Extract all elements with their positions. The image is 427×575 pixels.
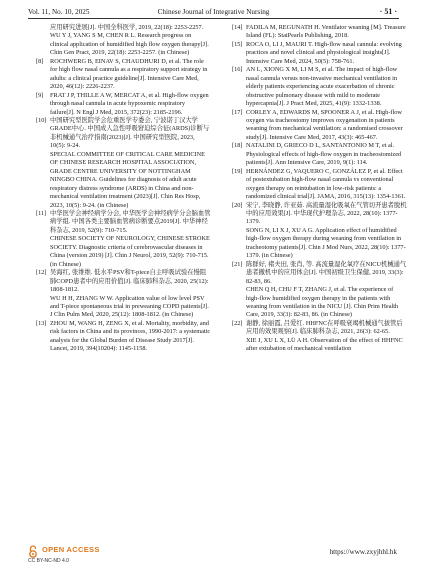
open-access-lock-icon: [28, 545, 38, 558]
reference-entry: [232, 24, 407, 41]
reference-number: [18]: [232, 142, 243, 150]
page-header: [0, 0, 427, 22]
references-right-column: [232, 24, 407, 354]
reference-entry: [232, 109, 407, 143]
reference-entry: [36, 151, 211, 210]
reference-number: [17]: [232, 108, 243, 116]
reference-text: WU Y J, YANG S M, CHEN R L. Research progress on clinical application of humidified high flow oxygen therapy[J]. Chin Gen Pract, 2019, 22(18): 2253-2257. (in Chinese): [50, 32, 209, 57]
reference-entry: [232, 261, 407, 286]
reference-entry: [232, 142, 407, 167]
reference-text: AN L, XIONG X M, LI M S, et al. The impact of high-flow nasal cannula versus non-invasive mechanical ventilation in elderly patients experiencing acute exacerbation of chronic obstructive pulmonary disease with mild to moderate hypercapnia[J]. J Pract Med, 2025, 41(9): 1332-1338.: [246, 66, 398, 108]
reference-text: 宋宁, 李晓静, 许亚茹. 高流量湿化吸氧在气管切开患者脱机中的应用效果[J]. 中华现代护理杂志, 2022, 28(10): 1377-1379.: [246, 201, 407, 226]
reference-text: 陈群好, 褚夫田, 张肖, 等. 高流量湿化氧疗在NICU机械通气患者撤机中的应用体会[J]. 中国初级卫生保健, 2019, 33(3): 82-83, 86.: [246, 260, 407, 285]
reference-text: CORLEY A, EDWARDS M, SPOONER A J, et al. High-flow oxygen via tracheostomy improves oxygenation in patients weaning from mechanical ventilation: a randomised crossover study[J]. Intensive Care Med, 2017, 43(3): 465-467.: [246, 108, 403, 141]
reference-number: [21]: [232, 260, 243, 268]
reference-entry: [36, 24, 211, 32]
reference-text: 谢静, 徐丽霞, 吕爱红. HHFNC在呼吸衰竭机械通气拔管后应用的效果观察[J]. 临床肺科杂志, 2021, 26(3): 62-65.: [246, 319, 403, 336]
reference-text: XIE J, XU L X, LÜ A H. Observation of the effect of HHFNC after extubation of mechanical ventilation: [246, 336, 403, 353]
reference-text: CHEN Q H, CHU F T, ZHANG J, et al. The experience of high-flow humidified oxygen therapy in the patients with weaning from ventilation in the NICU [J]. Chin Prim Health Care, 2019, 33(3): 82-83, 86. (in Chinese): [246, 286, 399, 319]
reference-number: [12]: [36, 269, 47, 277]
reference-text: SPECIAL COMMITTEE OF CRITICAL CARE MEDICINE OF CHINESE RESEARCH HOSPITAL ASSOCIATION, GRADE CENTRE UNIVERSITY OF NOTTINGHAM NINGBO CHINA. Guidelines for diagnosis of adult acute respiratory distress syndrome (ARDS) in China and non-mechanical ventilation treatment (2023)[J]. Chin Res Hosp, 2023, 10(5): 9-24. (in Chinese): [50, 150, 206, 209]
journal-title: Chinese Journal of Integrative Nursing: [157, 8, 270, 16]
header-rule: [28, 18, 399, 19]
reference-number: [14]: [232, 24, 243, 31]
reference-entry: [232, 320, 407, 337]
reference-number: [11]: [36, 209, 47, 217]
references-left-column: [36, 24, 211, 354]
reference-entry: [36, 117, 211, 151]
reference-number: [10]: [36, 116, 47, 124]
reference-number: [16]: [232, 66, 243, 74]
reference-number: [13]: [36, 319, 47, 327]
reference-entry: [36, 58, 211, 92]
reference-number: [20]: [232, 201, 243, 209]
reference-entry: [36, 269, 211, 294]
reference-entry: [232, 286, 407, 320]
reference-entry: [36, 295, 211, 320]
reference-entry: [232, 337, 407, 354]
reference-entry: [232, 227, 407, 261]
open-access-label: OPEN ACCESS: [42, 545, 100, 554]
license-label: CC BY-NC-ND 4.0: [28, 558, 69, 564]
reference-entry: [36, 92, 211, 117]
reference-text: ZHOU M, WANG H, ZENG X, et al. Mortality, morbidity, and risk factors in China and its provinces, 1990-2017: a systematic analysis for the Global Burden of Disease Study 2017[J]. Lancet, 2019, 394(10204): 1145-1158.: [50, 319, 211, 353]
reference-text: ROCHWERG B, EINAV S, CHAUDHURI D, et al. The role for high flow nasal cannula as a respiratory support strategy in adults: a clinical practice guideline[J]. Intensive Care Med, 2020, 46(12): 2226-2237.: [50, 57, 208, 91]
reference-text: FADILA M, REGUNATH H. Ventilator weaning [M]. Treasure Island (FL): StatPearls Publishing, 2018.: [246, 24, 406, 40]
journal-volume: Vol. 11, No. 10, 2025: [28, 8, 90, 16]
reference-entry: [36, 32, 211, 57]
reference-entry: [36, 235, 211, 269]
reference-number: [19]: [232, 167, 243, 175]
reference-entry: [232, 41, 407, 66]
journal-website-link[interactable]: https://www.zxyjhhl.hk: [329, 548, 397, 556]
reference-text: ROCA O, LI J, MAURI T. High-flow nasal cannula: evolving practices and novel clinical and physiological insights[J]. Intensive Care Med, 2024, 50(5): 758-761.: [246, 40, 402, 65]
reference-text: 中华医学会神经病学分会, 中华医学会神经病学分会脑血管病学组. 中国各类主要脑血管病诊断要点2019[J]. 中华神经科杂志, 2019, 52(9): 710-715.: [50, 209, 211, 234]
reference-text: SONG N, LI X J, XU A G. Application effect of humidified high-flow oxygen therapy during weaning from ventilation in tracheotomy patients[J]. Chin J Mod Nurs, 2022, 28(10): 1377-1379. (in Chinese): [246, 226, 406, 260]
reference-text: 应用研究进展[J]. 中国全科医学, 2019, 22(18): 2253-2257.: [50, 24, 204, 31]
reference-text: NATALINI D, GRIECO D L, SANTANTONIO M T, et al. Physiological effects of high-flow oxygen in tracheostomized patients[J]. Ann Intensive Care, 2019, 9(1): 114.: [246, 142, 402, 167]
reference-text: CHINESE SOCIETY OF NEUROLOGY, CHINESE STROKE SOCIETY. Diagnostic criteria of cerebrovascular diseases in China (version 2019) [J]. Chin J Neurol, 2019, 52(9): 710-715. (in Chinese): [50, 235, 210, 268]
reference-text: 吴海红, 张维维. 低水平PSV和T-piece自主呼吸试验在慢阻肺COPD患者中的应用价值[J]. 临床肺科杂志, 2020, 25(12): 1808-1812.: [50, 269, 209, 294]
reference-number: [15]: [232, 40, 243, 48]
reference-text: WU H H, ZHANG W W. Application value of low level PSV and T-piece spontaneous trial in preweaning COPD patients[J]. J Clin Pulm Med, 2020, 25(12): 1808-1812. (in Chinese): [50, 294, 209, 319]
reference-text: HERNÁNDEZ G, VAQUERO C, GONZÁLEZ P, et al. Effect of postextubation high-flow nasal cannula vs conventional oxygen therapy on reintubation in low-risk patients: a randomized clinical trial[J]. JAMA, 2016, 315(13): 1354-1361.: [246, 167, 406, 201]
reference-text: 中国研究型医院学会危重医学专委会, 宁波诺丁汉大学GRADE中心. 中国成人急性呼吸窘迫综合征(ARDS)诊断与非机械通气治疗指南(2023)[J]. 中国研究型医院, 2023, 10(5): 9-24.: [50, 116, 210, 150]
page-number: · 51 ·: [379, 7, 397, 16]
reference-number: [22]: [232, 319, 243, 327]
reference-text: FRAT J P, THILLE A W, MERCAT A, et al. High-flow oxygen through nasal cannula in acute hypoxemic respiratory failure[J]. N Engl J Med, 2015, 372(23): 2185-2196.: [50, 91, 209, 116]
reference-entry: [232, 66, 407, 108]
reference-entry: [36, 210, 211, 235]
reference-entry: [232, 168, 407, 202]
reference-entry: [36, 320, 211, 354]
reference-entry: [232, 202, 407, 227]
reference-number: [9]: [36, 91, 44, 99]
reference-number: [8]: [36, 57, 44, 65]
